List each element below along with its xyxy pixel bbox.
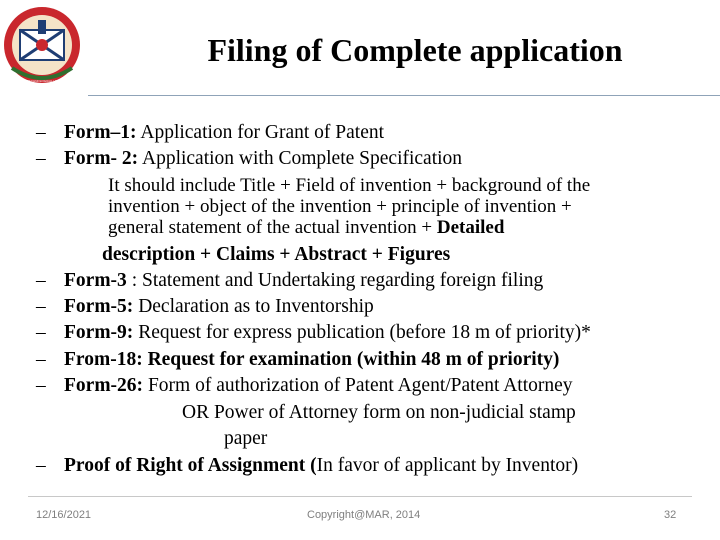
slide-title: Filing of Complete application [207, 32, 623, 68]
item-label: Proof of Right of Assignment ( [64, 455, 317, 476]
continuation-line: invention + object of the invention + principle of invention + [108, 196, 572, 217]
continuation-bold: Detailed [436, 217, 505, 238]
list-item [64, 455, 578, 477]
bullet-dash: – [36, 375, 46, 396]
bullet-dash: – [36, 148, 46, 169]
continuation-line: It should include Title + Field of invention + background of the [108, 175, 591, 196]
title-divider [88, 95, 720, 96]
list-item [64, 375, 573, 397]
item-text: Form of authorization of Patent Agent/Patent Attorney [143, 375, 573, 396]
item-text: Request for express publication (before 18 m of priority)* [133, 322, 591, 343]
bullet-dash: – [36, 455, 46, 476]
item-label: From-18: Request for examination (within 48 m of priority) [64, 349, 560, 370]
list-item [64, 122, 384, 144]
footer-page-number: 32 [664, 509, 677, 521]
item-text: Application with Complete Specification [138, 148, 463, 169]
continuation-line: paper [224, 428, 268, 449]
list-item [64, 322, 591, 344]
item-label: Form-3 [64, 270, 127, 291]
item-text: Application for Grant of Patent [136, 122, 385, 143]
bullet-dash: – [36, 122, 46, 143]
bullet-dash: – [36, 349, 46, 370]
item-text: : Statement and Undertaking regarding foreign filing [126, 270, 544, 291]
list-item [64, 148, 462, 170]
item-label: Form- 2: [64, 148, 139, 169]
item-label: Form-26: [64, 375, 144, 396]
footer-date: 12/16/2021 [36, 509, 92, 521]
logo-banner-text: GUJARAT TECHNOLOGICAL UNIVERSITY [12, 79, 72, 83]
bullet-dash: – [36, 270, 46, 291]
list-item [64, 270, 543, 292]
footer-copyright: Copyright@MAR, 2014 [307, 509, 421, 521]
bullet-dash: – [36, 296, 46, 317]
continuation-line: description + Claims + Abstract + Figures [102, 244, 451, 265]
item-label: Form-9: [64, 322, 134, 343]
item-label: Form–1: [64, 122, 137, 143]
continuation-text: general statement of the actual invention + [108, 217, 437, 238]
list-item [64, 296, 374, 318]
continuation-line [108, 218, 504, 238]
item-text: Declaration as to Inventorship [133, 296, 374, 317]
item-label: Form-5: [64, 296, 134, 317]
university-logo [2, 2, 82, 88]
continuation-line: OR Power of Attorney form on non-judicial stamp [182, 402, 576, 423]
list-item [64, 349, 559, 371]
bullet-dash: – [36, 322, 46, 343]
item-text: In favor of applicant by Inventor) [316, 455, 579, 476]
footer-divider [28, 496, 692, 497]
